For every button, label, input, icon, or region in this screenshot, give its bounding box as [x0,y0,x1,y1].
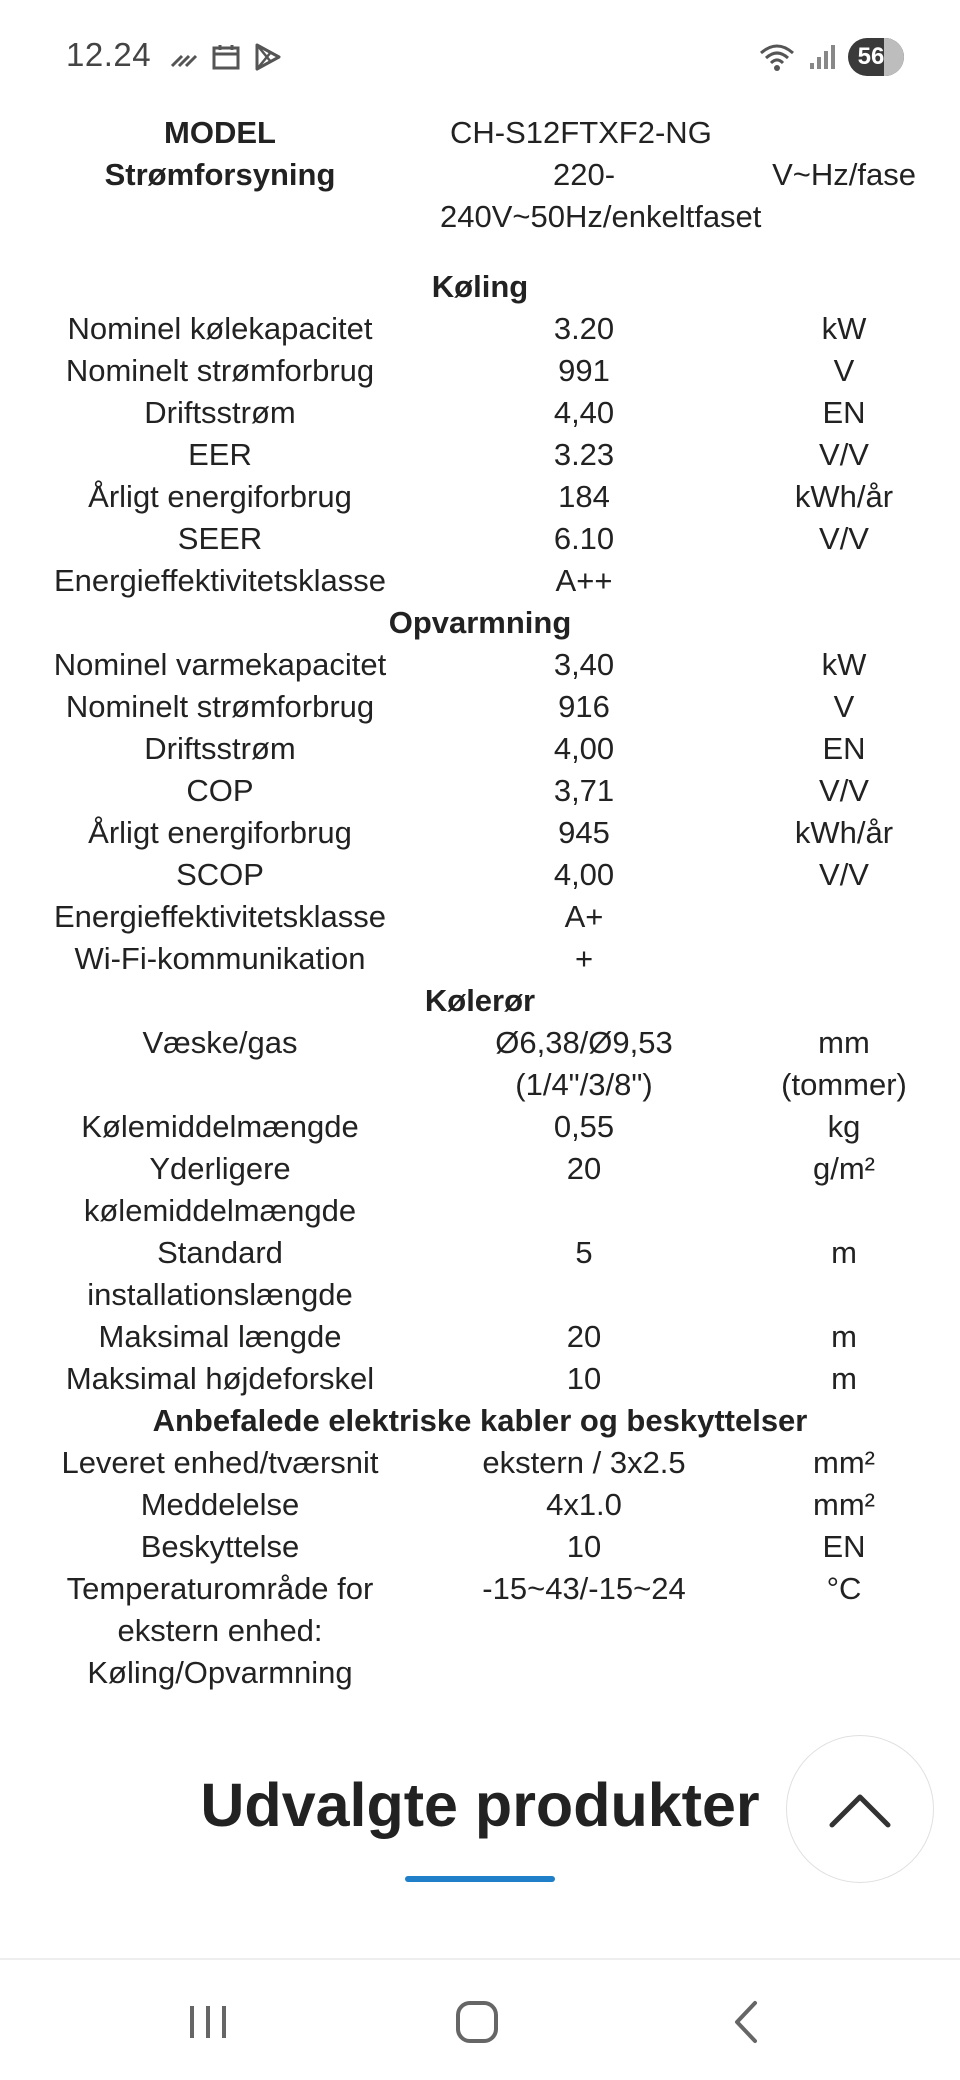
notification-icons [168,42,282,72]
row-unit: m [831,1361,857,1396]
battery-indicator [848,38,904,76]
status-bar [0,0,960,116]
row-unit [728,1022,960,1106]
electrical-rows [0,1442,960,1694]
row-label: EER [188,437,252,472]
system-icons [758,38,904,76]
cooling-rows [0,308,960,602]
row-label-line1: Standard [157,1235,283,1270]
recent-apps-button[interactable] [168,1988,248,2056]
row-unit: kW [821,647,867,682]
row-value: 5 [575,1235,593,1270]
row-unit: V/V [819,773,869,808]
row-value: A+ [564,899,604,934]
row-unit: kg [827,1109,861,1144]
heating-rows [0,644,960,980]
row-value: 4,00 [553,857,615,892]
row-unit: kW [821,311,867,346]
row-value: 945 [558,815,610,850]
table-row [0,686,960,728]
row-value: 0,55 [553,1109,615,1144]
table-row [0,476,960,518]
power-row [0,154,960,238]
row-value: ekstern / 3x2.5 [482,1445,686,1480]
play-store-icon [254,42,282,72]
row-label: Nominelt strømforbrug [65,689,375,724]
row-value: Ø6,38/Ø9,53 (1/4"/3/8") [495,1025,673,1102]
row-label: SEER [177,521,263,556]
table-row [0,518,960,560]
row-unit [728,560,960,602]
row-value: 4,40 [553,395,615,430]
row-value: 184 [558,479,610,514]
table-row [0,1106,960,1148]
scroll-to-top-button[interactable] [786,1735,934,1883]
row-value: + [574,941,594,976]
row-label [0,1232,440,1316]
table-row [0,308,960,350]
home-icon [454,1999,500,2045]
piping-rows [0,1022,960,1400]
section-piping-title: Kølerør [424,983,536,1018]
row-label-line1: Temperaturområde for [66,1571,374,1606]
row-label: Kølemiddelmængde [81,1109,359,1144]
row-value: 4x1.0 [546,1487,622,1522]
row-unit: °C [826,1571,862,1606]
row-label: Driftsstrøm [144,731,296,766]
table-row [0,1148,960,1232]
row-unit-line2: (tommer) [781,1067,907,1102]
row-value: 20 [566,1319,602,1354]
row-value: 3,71 [553,773,615,808]
spec-table [0,112,960,1694]
navigation-bar [0,1960,960,2080]
row-unit: EN [822,1529,866,1564]
featured-underline [405,1876,555,1882]
battery-level: 56 [857,43,885,70]
row-unit: V [833,689,855,724]
row-label: Nominel kølekapacitet [67,311,373,346]
row-unit: g/m² [813,1151,875,1186]
row-unit: mm² [813,1487,875,1522]
recent-apps-icon [186,2002,230,2042]
row-label: Driftsstrøm [144,395,296,430]
row-unit: V/V [819,521,869,556]
row-label: Årligt energiforbrug [88,815,352,850]
section-heating-title: Opvarmning [388,605,572,640]
row-label: Beskyttelse [140,1529,300,1564]
status-time: 12.24 [66,36,152,73]
table-row [0,896,960,938]
table-row [0,1232,960,1316]
row-label: Væske/gas [142,1025,298,1060]
rss-feed-icon [168,44,198,70]
power-unit: V~Hz/fase [772,157,916,192]
power-value-line2: 240V~50Hz/enkeltfaset [440,199,762,234]
power-label: Strømforsyning [104,157,336,192]
row-value: 3.20 [553,311,615,346]
row-label: Meddelelse [140,1487,300,1522]
table-row [0,1526,960,1568]
row-unit: m [831,1235,857,1270]
row-unit: m [831,1319,857,1354]
row-unit [728,896,960,938]
row-unit: V/V [819,857,869,892]
row-value: -15~43/-15~24 [482,1571,686,1606]
model-label: MODEL [164,115,276,150]
row-label: Energieffektivitetsklasse [54,563,386,598]
row-unit: EN [822,395,866,430]
row-unit: V [833,353,855,388]
row-label: Wi-Fi-kommunikation [74,941,366,976]
row-label: Energieffektivitetsklasse [54,899,386,934]
row-value: 991 [558,353,610,388]
back-button[interactable] [706,1988,786,2056]
model-value: CH-S12FTXF2-NG [450,115,712,150]
table-row [0,434,960,476]
table-row [0,1358,960,1400]
home-button[interactable] [437,1988,517,2056]
table-row [0,644,960,686]
section-cooling-title: Køling [431,269,529,304]
table-row [0,1442,960,1484]
section-electrical-title: Anbefalede elektriske kabler og beskyttelser [152,1403,808,1438]
row-label: COP [186,773,254,808]
row-value: A++ [555,563,613,598]
row-value: 6.10 [553,521,615,556]
table-row [0,812,960,854]
table-row [0,1316,960,1358]
table-row [0,938,960,980]
table-row [0,1568,960,1694]
chevron-up-icon [828,1789,892,1829]
row-label-line3: Køling/Opvarmning [87,1655,353,1690]
power-value [440,154,762,238]
signal-icon [808,43,836,71]
table-row [0,560,960,602]
row-unit: kWh/år [794,479,894,514]
table-row [0,854,960,896]
table-row [0,1484,960,1526]
row-value: 4,00 [553,731,615,766]
row-unit: V/V [819,437,869,472]
back-icon [731,1999,761,2045]
row-label [0,1148,440,1232]
row-label [0,1568,440,1694]
table-row [0,1022,960,1106]
wifi-icon [758,42,796,72]
table-row [0,392,960,434]
row-label: Årligt energiforbrug [88,479,352,514]
row-label-line2: kølemiddelmængde [83,1193,357,1228]
row-value: 20 [566,1151,602,1186]
row-value: 10 [566,1361,602,1396]
row-value: 916 [558,689,610,724]
row-label-line2: installationslængde [87,1277,353,1312]
table-row [0,770,960,812]
row-label-line2: ekstern enhed: [117,1613,323,1648]
row-label: Nominel varmekapacitet [53,647,387,682]
row-value: 10 [566,1529,602,1564]
table-row [0,350,960,392]
row-label: Leveret enhed/tværsnit [61,1445,379,1480]
row-label: Nominelt strømforbrug [65,353,375,388]
row-unit: mm² [813,1445,875,1480]
row-unit [728,938,960,980]
row-unit-line1: mm [818,1025,870,1060]
row-value: 3,40 [553,647,615,682]
row-label: Maksimal højdeforskel [65,1361,375,1396]
row-label: Maksimal længde [98,1319,342,1354]
row-value: 3.23 [553,437,615,472]
row-label-line1: Yderligere [149,1151,291,1186]
table-row [0,728,960,770]
featured-title: Udvalgte produkter [200,1771,760,1839]
row-label: SCOP [176,857,264,892]
power-value-line1: 220- [552,157,616,192]
model-row [0,112,960,154]
row-unit: kWh/år [794,815,894,850]
row-unit: EN [822,731,866,766]
calendar-icon [212,43,240,71]
